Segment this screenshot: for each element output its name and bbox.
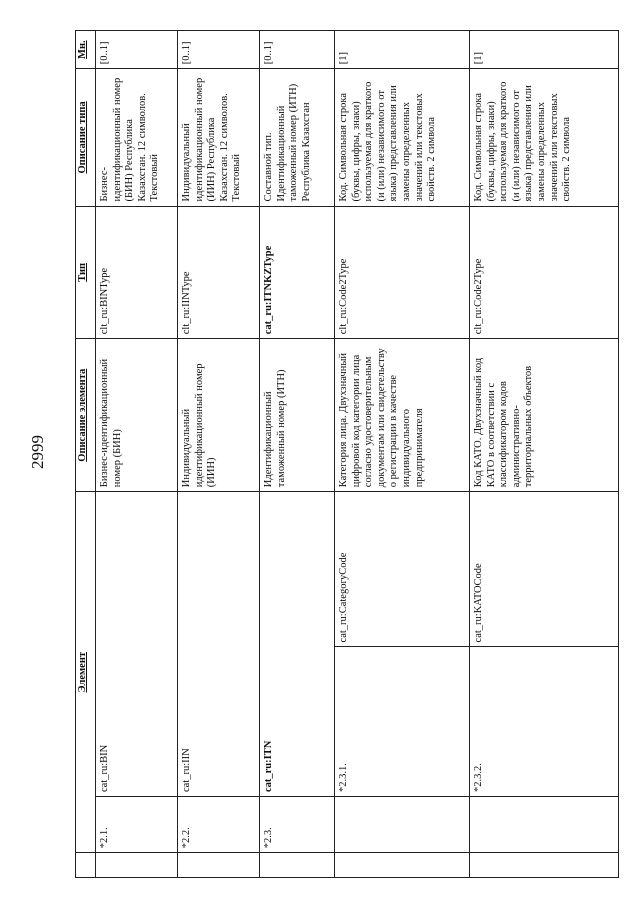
page-number: 2999 <box>28 435 47 469</box>
row-number: *2.2. <box>178 797 260 853</box>
elements-table <box>75 30 619 878</box>
row-element-description: Индивидуальный идентификационный номер (ИИН) <box>178 339 260 492</box>
row-type: cat_ru:ITNKZType <box>260 206 335 339</box>
table-row <box>96 31 178 878</box>
row-multiplicity: [0..1] <box>96 31 178 69</box>
header-spacer <box>76 853 96 878</box>
row-type-description: Индивидуальный идентификационный номер (ИИН) Республика Казахстан. 12 символов. Текстовый <box>178 69 260 206</box>
row-type-description: Составной тип. Идентификационный таможенный номер (ИТН) Республика Казахстан <box>260 69 335 206</box>
row-code: cat_ru:IIN <box>178 492 260 797</box>
row-type: clt_ru:Code2Type <box>470 206 619 339</box>
header-element: Элемент <box>76 492 96 853</box>
row-code: cat_ru:ITN <box>260 492 335 797</box>
row-number: *2.1. <box>96 797 178 853</box>
row-number: *2.3.1. <box>335 647 470 797</box>
row-type-description: Бизнес-идентификационный номер (БИН) Республика Казахстан. 12 символов. Текстовый <box>96 69 178 206</box>
header-type-description: Описание типа <box>76 69 96 206</box>
table-row <box>178 31 260 878</box>
rotated-table-container <box>75 30 610 878</box>
row-code: cat_ru:BIN <box>96 492 178 797</box>
row-multiplicity: [0..1] <box>178 31 260 69</box>
row-multiplicity: [1] <box>470 31 619 69</box>
row-type-description: Код. Символьная строка (буквы, цифры, знаки) используемая для краткого (и (или) независимого от языка) представления или замены определенных значений или текстовых свойств. 2 символа <box>470 69 619 206</box>
header-element-description: Описание элемента <box>76 339 96 492</box>
row-type-description: Код. Символьная строка (буквы, цифры, знаки) используемая для краткого (и (или) независимого от языка) представления или замены определенных значений или текстовых свойств. 2 символа <box>335 69 470 206</box>
row-element-description: Идентификационный таможенный номер (ИТН) <box>260 339 335 492</box>
table-header-row <box>76 31 96 878</box>
row-multiplicity: [0..1] <box>260 31 335 69</box>
row-element-description: Код КАТО. Двухзначный код КАТО в соответствии с классификатором кодов административно-территориальных объектов <box>470 339 619 492</box>
row-number: *2.3.2. <box>470 647 619 797</box>
table-row <box>470 31 619 878</box>
table-row <box>260 31 335 878</box>
row-multiplicity: [1] <box>335 31 470 69</box>
row-element-description: Категория лица. Двухзначный цифровой код категории лица согласно удостоверительным документам или свидетельству о регистрации в качестве индивидуального предпринимателя <box>335 339 470 492</box>
row-code: cat_ru:CategoryCode <box>335 492 470 647</box>
row-type: clt_ru:BINType <box>96 206 178 339</box>
header-type: Тип <box>76 206 96 339</box>
header-multiplicity: Мн. <box>76 31 96 69</box>
row-type: clt_ru:IINType <box>178 206 260 339</box>
table-row <box>335 31 470 878</box>
row-number: *2.3. <box>260 797 335 853</box>
row-type: clt_ru:Code2Type <box>335 206 470 339</box>
row-element-description: Бизнес-идентификационный номер (БИН) <box>96 339 178 492</box>
row-code: cat_ru:KATOCode <box>470 492 619 647</box>
